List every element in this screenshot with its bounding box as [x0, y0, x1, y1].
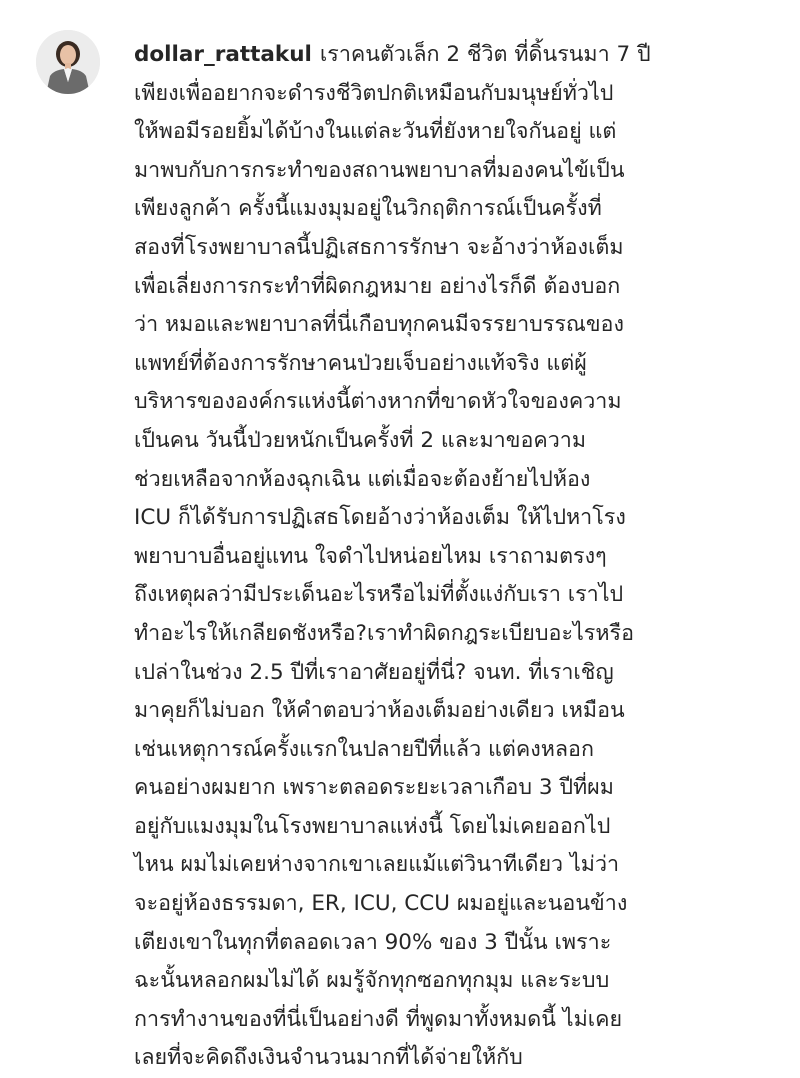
comment-line: ถึงเหตุผลว่ามีประเด็นอะไรหรือไม่ที่ตั้งแง่กับเรา เราไป: [134, 582, 624, 608]
profile-photo-icon: [36, 30, 100, 94]
comment-line: บริหารขององค์กรแห่งนี้ต่างหากที่ขาดหัวใจของความ: [134, 389, 622, 415]
comment-line: การทำงานของที่นี่เป็นอย่างดี ที่พูดมาทั้งหมดนี้ ไม่เคย: [134, 1006, 623, 1032]
comment-line: อยู่กับแมงมุมในโรงพยาบาลแห่งนี้ โดยไม่เคยออกไป: [134, 813, 611, 839]
username-link[interactable]: dollar_rattakul: [134, 42, 312, 67]
comment-line: ICU ก็ได้รับการปฏิเสธโดยอ้างว่าห้องเต็ม ให้ไปหาโรง: [134, 505, 626, 531]
comment-line: เพื่อเลี่ยงการกระทำที่ผิดกฎหมาย อย่างไรก็ดี ต้องบอก: [134, 273, 621, 299]
comment-line: เพียงลูกค้า ครั้งนี้แมงมุมอยู่ในวิกฤติการณ์เป็นครั้งที่: [134, 196, 602, 222]
comment-line: จะอยู่ห้องธรรมดา, ER, ICU, CCU ผมอยู่และนอนข้าง: [134, 891, 628, 917]
comment-line: สองที่โรงพยาบาลนี้ปฏิเสธการรักษา จะอ้างว่าห้องเต็ม: [134, 234, 624, 260]
comment-line: ให้พอมีรอยยิ้มได้บ้างในแต่ละวันที่ยังหายใจกันอยู่ แต่: [134, 119, 617, 145]
comment-line-1: [134, 36, 774, 75]
comment-line: ว่า หมอและพยาบาลที่นี่เกือบทุกคนมีจรรยาบรรณของ: [134, 312, 624, 338]
comment-line: ช่วยเหลือจากห้องฉุกเฉิน แต่เมื่อจะต้องย้ายไปห้อง: [134, 466, 591, 492]
comment-line: พยาบาบอื่นอยู่แทน ใจดำไปหน่อยไหม เราถามตรงๆ: [134, 543, 607, 569]
comment-line: เลยที่จะคิดถึงเงินจำนวนมากที่ได้จ่ายให้กับ: [134, 1045, 523, 1071]
user-avatar[interactable]: [36, 30, 100, 94]
comment-line: มาคุยก็ไม่บอก ให้คำตอบว่าห้องเต็มอย่างเดียว เหมือน: [134, 698, 625, 724]
comment-body: [134, 36, 774, 1078]
comment-line: ทำอะไรให้เกลียดชังหรือ?เราทำผิดกฎระเบียบอะไรหรือ: [134, 620, 634, 646]
comment-line: เป็นคน วันนี้ป่วยหนักเป็นครั้งที่ 2 และมาขอความ: [134, 427, 587, 453]
comment-line: เปล่าในช่วง 2.5 ปีที่เราอาศัยอยู่ที่นี่? จนท. ที่เราเชิญ: [134, 659, 614, 685]
comment-line: ฉะนั้นหลอกผมไม่ได้ ผมรู้จักทุกซอกทุกมุม และระบบ: [134, 968, 610, 994]
comment-line: มาพบกับการกระทำของสถานพยาบาลที่มองคนไข้เป็น: [134, 157, 625, 183]
comment-text: เราคนตัวเล็ก 2 ชีวิต ที่ดิ้นรนมา 7 ปี: [319, 42, 651, 67]
comment-line: แพทย์ที่ต้องการรักษาคนป่วยเจ็บอย่างแท้จริง แต่ผู้: [134, 350, 587, 376]
comment-line: ไหน ผมไม่เคยห่างจากเขาเลยแม้แต่วินาทีเดียว ไม่ว่า: [134, 852, 620, 878]
comment-line: เพียงเพื่ออยากจะดำรงชีวิตปกติเหมือนกับมนุษย์ทั่วไป: [134, 80, 614, 106]
comment-line: คนอย่างผมยาก เพราะตลอดระยะเวลาเกือบ 3 ปีที่ผม: [134, 775, 614, 801]
comment-line: เตียงเขาในทุกที่ตลอดเวลา 90% ของ 3 ปีนั้น เพราะ: [134, 929, 612, 955]
comment-line: เช่นเหตุการณ์ครั้งแรกในปลายปีที่แล้ว แต่คงหลอก: [134, 736, 594, 762]
